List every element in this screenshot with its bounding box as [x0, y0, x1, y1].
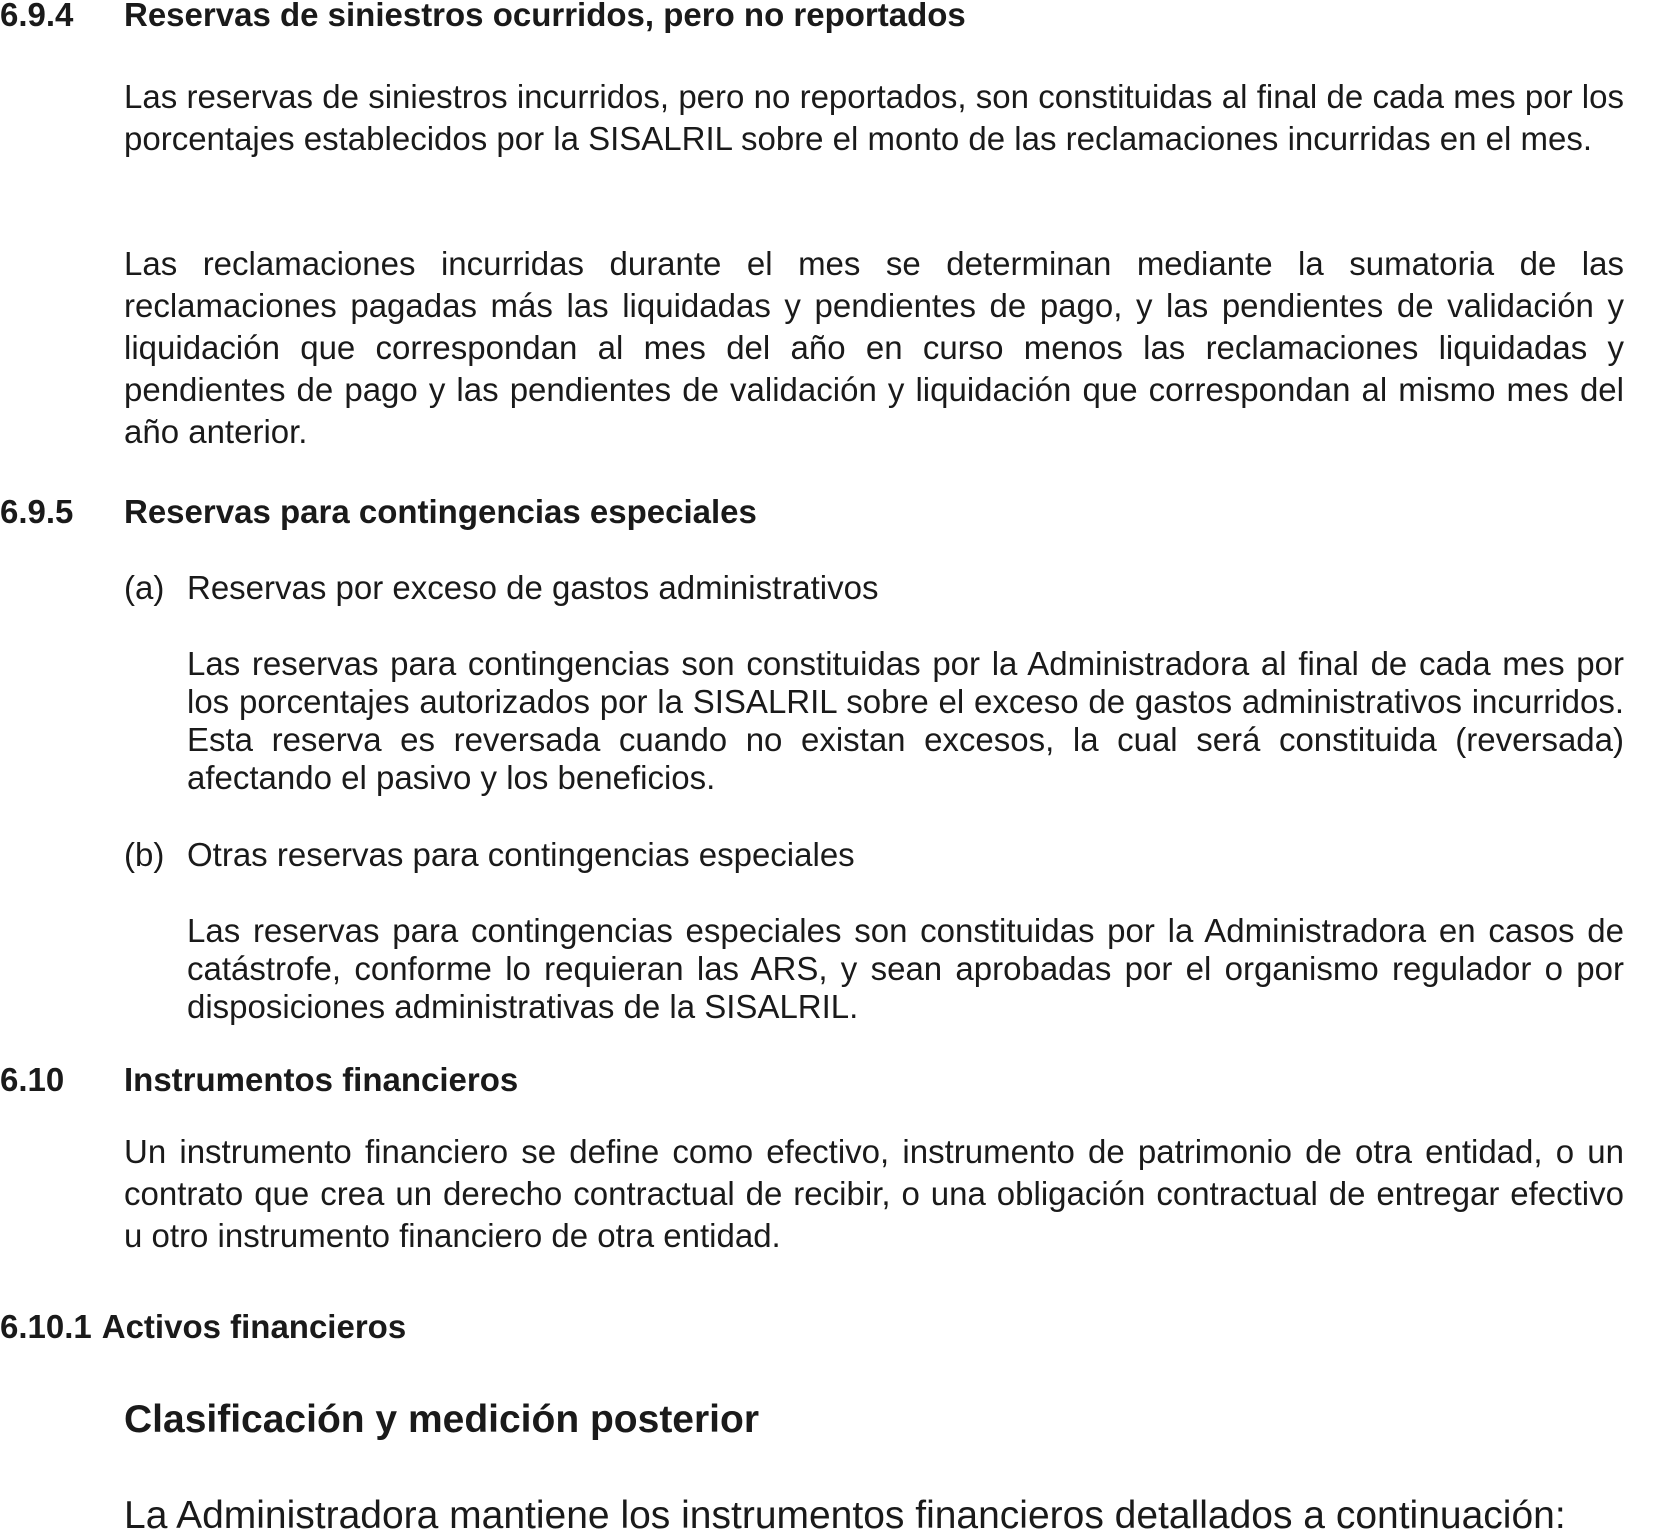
paragraph: Las reclamaciones incurridas durante el mes se determinan mediante la sumatoria de las reclamaciones pagadas más las liquidadas y pendientes de pago, y las pendientes de validación y liquidación que correspondan al mes del año en curso menos las reclamaciones liquidadas y pendientes de pago y las pendientes de validación y liquidación que correspondan al mismo mes del año anterior.: [124, 245, 1624, 450]
paragraph: Las reservas de siniestros incurridos, pero no reportados, son constituidas al final de cada mes por los porcentajes establecidos por la SISALRIL sobre el monto de las reclamaciones incurridas en el mes.: [124, 78, 1624, 157]
list-item-b: [124, 835, 855, 875]
subheading: Clasificación y medición posterior: [124, 1398, 760, 1441]
section-number: 6.10.1: [0, 1308, 92, 1345]
section-title: Reservas para contingencias especiales: [124, 493, 757, 530]
section-heading-6-10: [0, 1061, 518, 1099]
section-heading-6-9-5: [0, 493, 757, 531]
section-title: Instrumentos financieros: [124, 1061, 519, 1098]
paragraph: Las reservas para contingencias especiales son constituidas por la Administradora en casos de catástrofe, conforme lo requieran las ARS, y sean aprobadas por el organismo regulador o por disposiciones administrativas de la SISALRIL.: [187, 912, 1624, 1025]
section-heading-6-10-1: [0, 1308, 406, 1346]
lead-sentence: La Administradora mantiene los instrumentos financieros detallados a continuación:: [124, 1494, 1566, 1537]
list-item-title: Reservas por exceso de gastos administrativos: [187, 569, 879, 606]
section-title: Activos financieros: [101, 1308, 407, 1345]
section-number: 6.9.4: [0, 0, 74, 33]
list-marker: (b): [124, 836, 165, 873]
section-heading-6-9-4: [0, 0, 966, 34]
paragraph: Las reservas para contingencias son constituidas por la Administradora al final de cada mes por los porcentajes autorizados por la SISALRIL sobre el exceso de gastos administrativos incurridos. Esta reserva es reversada cuando no existan excesos, la cual será constituida (reversada) afectando el pasivo y los beneficios.: [187, 645, 1624, 796]
section-title: Reservas de siniestros ocurridos, pero no reportados: [124, 0, 966, 33]
list-item-a: [124, 568, 879, 608]
list-marker: (a): [124, 569, 165, 606]
section-number: 6.10: [0, 1061, 65, 1098]
paragraph: Un instrumento financiero se define como efectivo, instrumento de patrimonio de otra entidad, o un contrato que crea un derecho contractual de recibir, o una obligación contractual de entregar efectivo u otro instrumento financiero de otra entidad.: [124, 1133, 1624, 1254]
section-number: 6.9.5: [0, 493, 74, 530]
list-item-title: Otras reservas para contingencias especiales: [187, 836, 855, 873]
